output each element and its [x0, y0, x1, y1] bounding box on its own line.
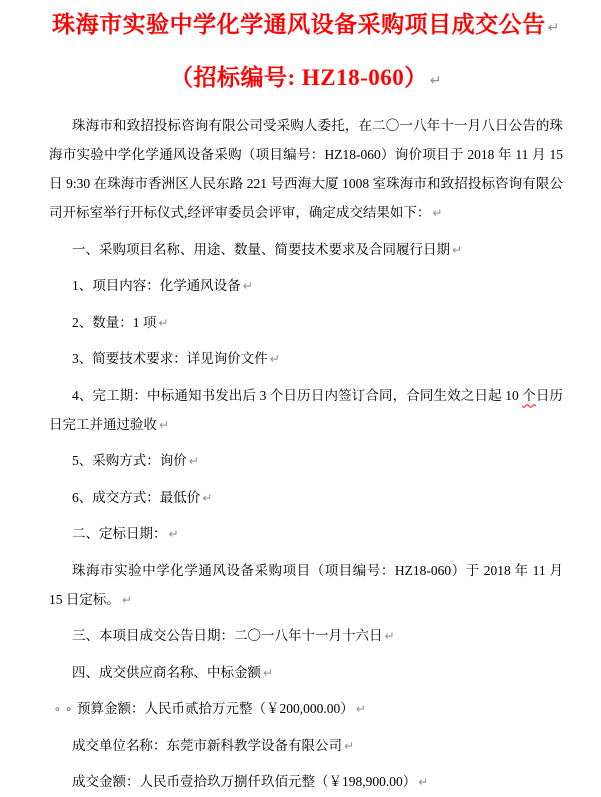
section2-paragraph	[49, 556, 563, 615]
paragraph-mark-icon: ↵	[432, 206, 443, 220]
paragraph-mark-icon: ↵	[159, 417, 170, 432]
document-title	[49, 9, 563, 44]
budget-text: 预算金额：人民币贰拾万元整（￥200,000.00）	[77, 701, 354, 716]
paragraph-mark-icon: ↵	[269, 352, 280, 366]
section2-heading	[49, 519, 563, 549]
intro-paragraph	[49, 111, 563, 228]
paragraph-mark-icon: ↵	[418, 775, 429, 789]
item1-text: 1、项目内容：化学通风设备	[72, 278, 241, 293]
item3-paragraph	[49, 344, 563, 374]
intro-text: 珠海市和致招投标咨询有限公司受采购人委托，在二〇一八年十一月八日公告的珠海市实验中学化学通风设备采购（项目编号：HZ18-060）询价项目于 2018 年 11 月 15 日 9:30 在珠海市香洲区人民东路 221 号西海大厦 1008 室珠海市和致招投标咨询有限公司开标室举行开标仪式,经评审委员会评审，确定成交结果如下：	[49, 118, 563, 220]
section3-heading-text: 三、本项目成交公告日期：二〇一八年十一月十六日	[72, 628, 383, 643]
paragraph-mark-icon: ↵	[344, 738, 355, 753]
document-title-text: 珠海市实验中学化学通风设备采购项目成交公告	[52, 12, 546, 37]
item2-text: 2、数量：1 项	[72, 314, 157, 330]
supplier-text: 成交单位名称：东莞市新科教学设备有限公司	[72, 737, 342, 753]
item4-text-part2: 日历日完工并通过验收	[49, 387, 564, 432]
budget-paragraph	[49, 694, 563, 724]
section1-heading-text: 一、采购项目名称、用途、数量、简要技术要求及合同履行日期	[72, 241, 450, 257]
ideographic-space-marks-icon: ∘ ∘	[53, 702, 73, 716]
item1-paragraph	[49, 271, 563, 301]
paragraph-mark-icon: ↵	[158, 315, 169, 330]
document-subtitle	[49, 62, 563, 97]
item4-text-part1: 4、完工期：中标通知书发出后 3 个日历日内签订合同，合同生效之日起 10	[72, 387, 523, 403]
paragraph-mark-icon: ↵	[202, 490, 213, 505]
paragraph-mark-icon: ↵	[263, 665, 274, 680]
item3-text: 3、简要技术要求：详见询价文件	[72, 351, 268, 366]
paragraph-mark-icon: ↵	[242, 279, 253, 293]
section4-heading-text: 四、成交供应商名称、中标金额	[72, 664, 261, 680]
item4-paragraph	[49, 381, 563, 440]
section2-heading-text: 二、定标日期：	[72, 526, 167, 541]
paragraph-mark-icon: ↵	[168, 527, 179, 541]
paragraph-mark-icon: ↵	[355, 702, 366, 716]
item6-paragraph	[49, 483, 563, 513]
section1-heading	[49, 235, 563, 265]
item4-spellcheck-flagged-text: 个	[522, 387, 536, 403]
paragraph-mark-icon: ↵	[547, 20, 560, 36]
paragraph-mark-icon: ↵	[429, 73, 443, 89]
supplier-paragraph	[49, 731, 563, 761]
section4-heading	[49, 658, 563, 688]
paragraph-mark-icon: ↵	[452, 242, 463, 257]
item2-paragraph	[49, 308, 563, 338]
item5-text: 5、采购方式：询价	[72, 453, 187, 468]
paragraph-mark-icon: ↵	[188, 454, 199, 468]
item6-text: 6、成交方式：最低价	[72, 489, 201, 505]
section2-text: 珠海市实验中学化学通风设备采购项目（项目编号：HZ18-060）于 2018 年 11 月 15 日定标。	[49, 562, 563, 607]
amount-text: 成交金额：人民币壹拾玖万捌仟玖佰元整（￥198,900.00）	[72, 774, 417, 789]
section3-heading	[49, 621, 563, 651]
document-subtitle-text: （招标编号: HZ18-060）	[169, 65, 428, 90]
paragraph-mark-icon: ↵	[384, 629, 395, 643]
paragraph-mark-icon: ↵	[121, 592, 132, 607]
item5-paragraph	[49, 446, 563, 476]
amount-paragraph	[49, 767, 563, 797]
